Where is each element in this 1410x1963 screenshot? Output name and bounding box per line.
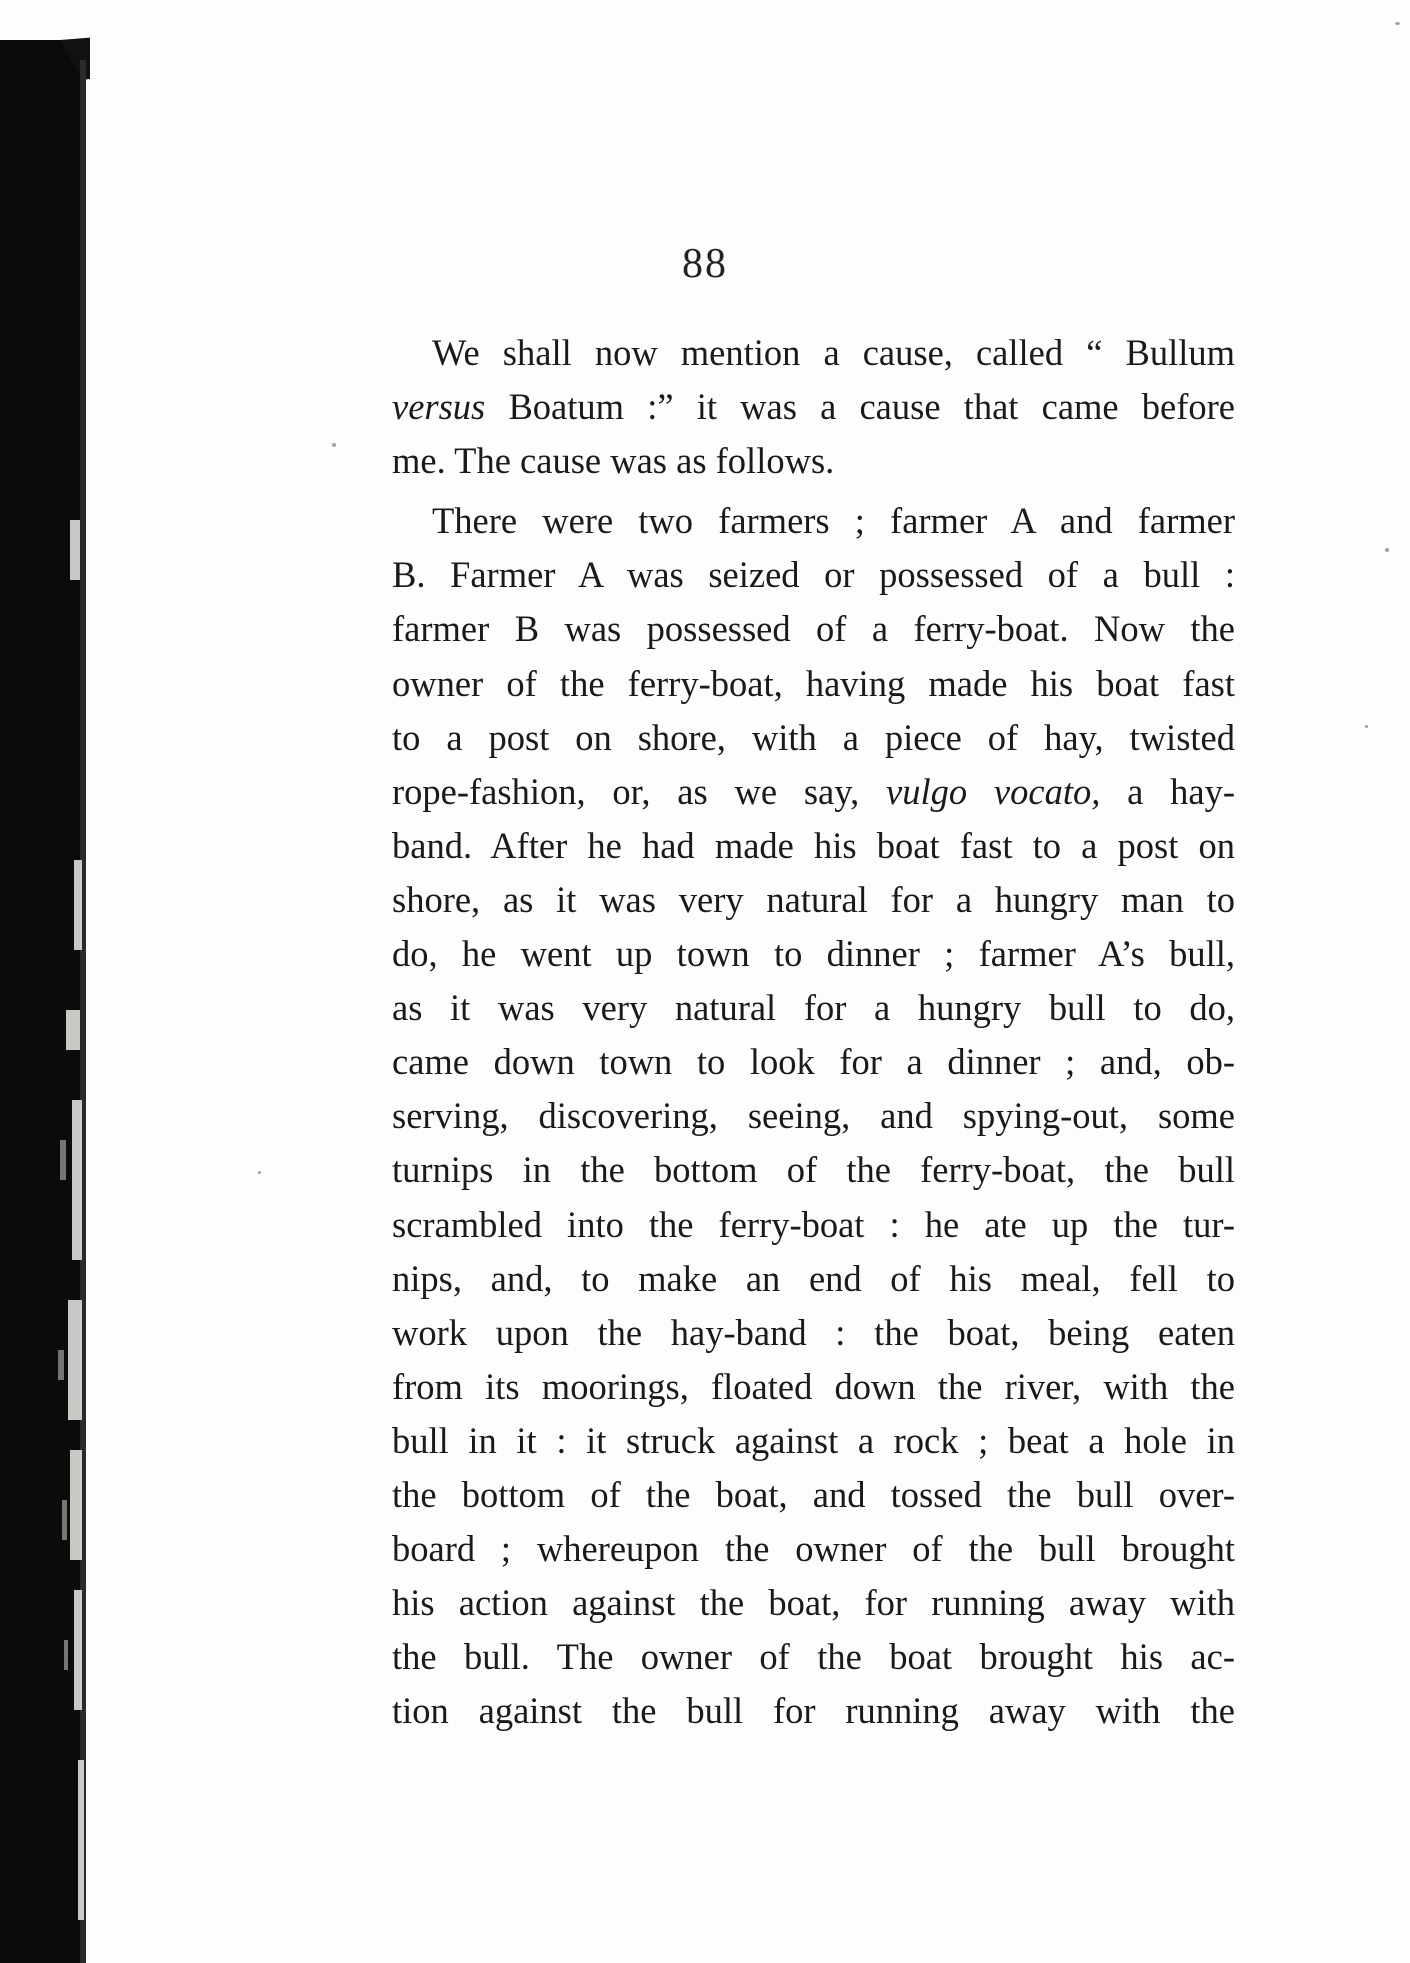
text-line: We shall now mention a cause, called “ Bullum xyxy=(432,332,1235,373)
body-text xyxy=(392,326,1235,1738)
text-line: work upon the hay-band : the boat, being eaten xyxy=(392,1311,1235,1353)
text-line: versus Boatum :” it was a cause that came before xyxy=(392,386,1235,428)
text-line: came down town to look for a dinner ; and, ob- xyxy=(392,1041,1235,1083)
text-line: the bull. The owner of the boat brought his ac- xyxy=(392,1636,1235,1678)
text-line: me. The cause was as follows. xyxy=(392,440,835,482)
text-line: the bottom of the boat, and tossed the bull over- xyxy=(392,1473,1235,1515)
text-line: board ; whereupon the owner of the bull brought xyxy=(392,1528,1235,1570)
speck xyxy=(332,443,336,447)
text-line: B. Farmer A was seized or possessed of a bull : xyxy=(392,554,1235,596)
speck xyxy=(1385,548,1389,552)
text-line: tion against the bull for running away with the xyxy=(392,1690,1235,1732)
text-line: to a post on shore, with a piece of hay, twisted xyxy=(392,716,1235,758)
page-number: 88 xyxy=(682,241,728,287)
text-line: rope-fashion, or, as we say, vulgo vocato, a hay- xyxy=(392,770,1235,812)
text-line: band. After he had made his boat fast to a post on xyxy=(392,824,1235,866)
speck xyxy=(1395,22,1400,25)
text-line: as it was very natural for a hungry bull to do, xyxy=(392,987,1235,1029)
text-line: There were two farmers ; farmer A and farmer xyxy=(432,500,1235,542)
italic-phrase: vulgo vocato, xyxy=(886,770,1101,812)
binding-shadow-graphic xyxy=(0,0,90,1963)
text-line: do, he went up town to dinner ; farmer A’s bull, xyxy=(392,933,1235,975)
text-line: nips, and, to make an end of his meal, fell to xyxy=(392,1257,1235,1299)
paragraph-1 xyxy=(392,326,1235,488)
text-line: turnips in the bottom of the ferry-boat, the bull xyxy=(392,1149,1235,1191)
text-line: owner of the ferry-boat, having made his boat fast xyxy=(392,662,1235,704)
text-line: scrambled into the ferry-boat : he ate up the tur- xyxy=(392,1203,1235,1245)
italic-phrase: versus xyxy=(392,386,486,428)
text-line: from its moorings, floated down the river, with the xyxy=(392,1365,1235,1407)
text-line: shore, as it was very natural for a hungry man to xyxy=(392,878,1235,920)
text-line: farmer B was possessed of a ferry-boat. Now the xyxy=(392,608,1235,650)
book-binding-edge xyxy=(0,0,90,1963)
speck xyxy=(1365,725,1368,728)
paragraph-2 xyxy=(392,494,1235,1738)
text-line: serving, discovering, seeing, and spying-out, some xyxy=(392,1095,1235,1137)
text-line: his action against the boat, for running away with xyxy=(392,1582,1235,1624)
text-line: bull in it : it struck against a rock ; beat a hole in xyxy=(392,1419,1235,1461)
speck xyxy=(258,1171,261,1174)
